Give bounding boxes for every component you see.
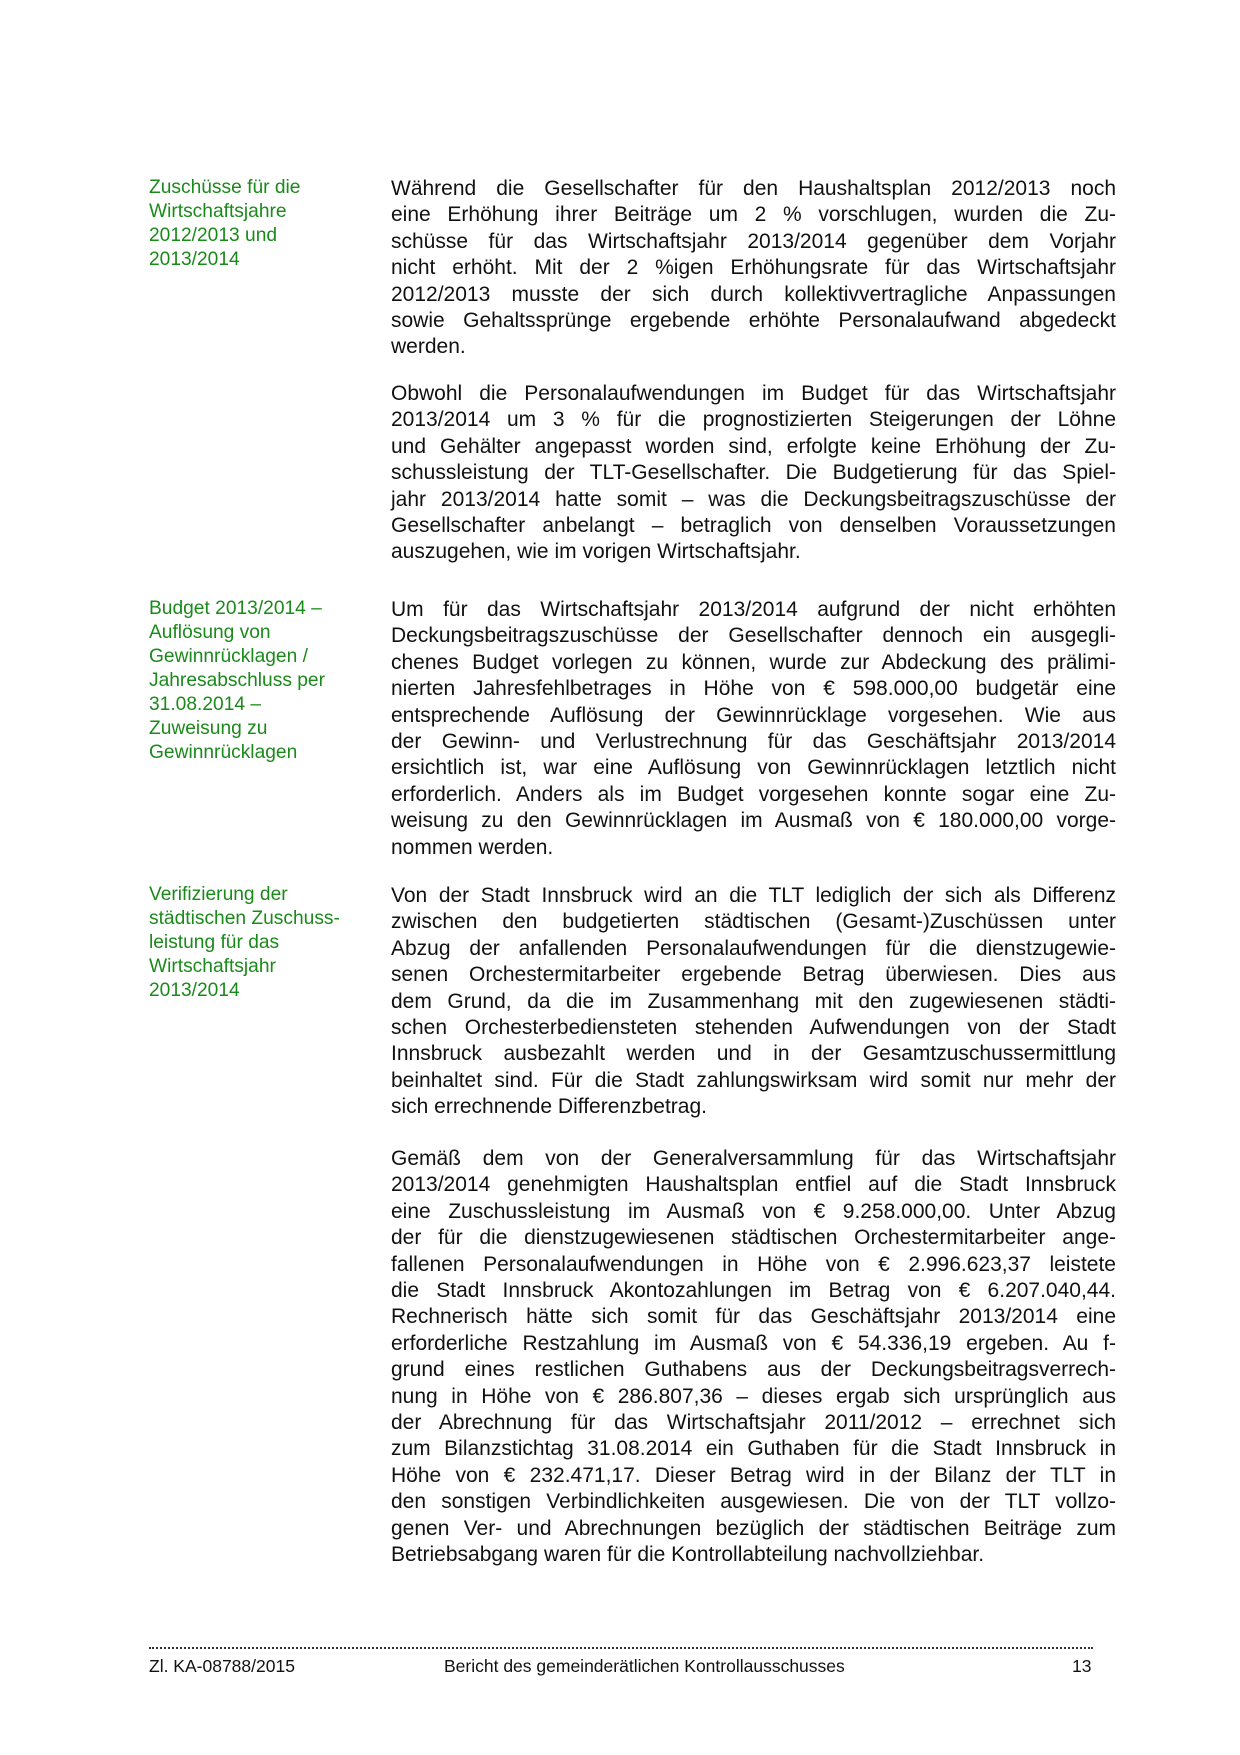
paragraph-line: beinhaltet sind. Für die Stadt zahlungswirksam wird somit nur mehr der	[391, 1068, 1116, 1092]
side-label-line: Gewinnrücklagen /	[149, 646, 308, 667]
paragraph-line: sich errechnende Differenzbetrag.	[391, 1095, 707, 1119]
paragraph-verifizierung-2	[391, 1146, 1116, 1569]
paragraph-line: schüsse für das Wirtschaftsjahr 2013/2014 gegenüber dem Vorjahr	[391, 229, 1116, 253]
side-label-line: städtischen Zuschuss-	[149, 908, 340, 929]
side-label-line: Wirtschaftsjahre	[149, 201, 287, 222]
side-label-line: Budget 2013/2014 –	[149, 598, 322, 619]
paragraph-line: Von der Stadt Innsbruck wird an die TLT lediglich der sich als Differenz	[391, 884, 1116, 907]
paragraph-line: fallenen Personalaufwendungen in Höhe von € 2.996.623,37 leistete	[391, 1252, 1116, 1276]
paragraph-line: der für die dienstzugewiesenen städtischen Orchestermitarbeiter ange-	[391, 1226, 1116, 1250]
side-label-line: Verifizierung der	[149, 884, 288, 905]
paragraph-line: erforderliche Restzahlung im Ausmaß von € 54.336,19 ergeben. Au f-	[391, 1331, 1116, 1355]
paragraph-line: der Gewinn- und Verlustrechnung für das Geschäftsjahr 2013/2014	[391, 730, 1116, 754]
paragraph-line: 2012/2013 musste der sich durch kollektivvertragliche Anpassungen	[391, 282, 1116, 306]
paragraph-line: Rechnerisch hätte sich somit für das Geschäftsjahr 2013/2014 eine	[391, 1305, 1116, 1329]
paragraph-verifizierung-1	[391, 883, 1116, 1121]
paragraph-line: den sonstigen Verbindlichkeiten ausgewiesen. Die von der TLT vollzo-	[391, 1490, 1116, 1514]
paragraph-line: Während die Gesellschafter für den Haushaltsplan 2012/2013 noch	[391, 177, 1116, 200]
paragraph-line: werden.	[391, 335, 466, 359]
paragraph-line: dem Grund, da die im Zusammenhang mit den zugewiesenen städti-	[391, 989, 1116, 1013]
footer-title: Bericht des gemeinderätlichen Kontrollausschusses	[444, 1656, 845, 1676]
side-label-line: Gewinnrücklagen	[149, 742, 298, 763]
side-label-line: Zuweisung zu	[149, 718, 268, 739]
paragraph-line: und Gehälter angepasst worden sind, erfolgte keine Erhöhung der Zu-	[391, 434, 1116, 458]
side-label-line: Auflösung von	[149, 622, 271, 643]
paragraph-line: zwischen den budgetierten städtischen (Gesamt-)Zuschüssen unter	[391, 910, 1116, 934]
paragraph-line: schen Orchesterbediensteten stehenden Aufwendungen von der Stadt	[391, 1016, 1116, 1040]
paragraph-line: der Abrechnung für das Wirtschaftsjahr 2011/2012 – errechnet sich	[391, 1411, 1116, 1435]
side-label-line: Zuschüsse für die	[149, 177, 301, 198]
paragraph-line: Um für das Wirtschaftsjahr 2013/2014 aufgrund der nicht erhöhten	[391, 598, 1116, 621]
side-label-line: 2012/2013 und	[149, 225, 278, 246]
paragraph-line: eine Erhöhung ihrer Beiträge um 2 % vorschlugen, wurden die Zu-	[391, 203, 1116, 227]
paragraph-zuschuesse-2	[391, 381, 1116, 566]
paragraph-line: nicht erhöht. Mit der 2 %igen Erhöhungsrate für das Wirtschaftsjahr	[391, 256, 1116, 280]
paragraph-line: auszugehen, wie im vorigen Wirtschaftsjahr.	[391, 540, 801, 564]
side-label-zuschuesse	[149, 176, 364, 272]
footer-reference: Zl. KA-08788/2015	[149, 1656, 295, 1676]
paragraph-line: Abzug der anfallenden Personalaufwendungen für die dienstzugewie-	[391, 936, 1116, 960]
side-label-line: Wirtschaftsjahr	[149, 956, 276, 977]
page-number: 13	[1072, 1656, 1092, 1676]
paragraph-line: Gesellschafter anbelangt – betraglich von denselben Voraussetzungen	[391, 514, 1116, 538]
paragraph-line: nierten Jahresfehlbetrages in Höhe von € 598.000,00 budgetär eine	[391, 677, 1116, 701]
paragraph-line: erforderlich. Anders als im Budget vorgesehen konnte sogar eine Zu-	[391, 782, 1116, 806]
paragraph-line: Obwohl die Personalaufwendungen im Budget für das Wirtschaftsjahr	[391, 382, 1116, 405]
paragraph-line: chenes Budget vorlegen zu können, wurde zur Abdeckung des prälimi-	[391, 650, 1116, 674]
paragraph-line: die Stadt Innsbruck Akontozahlungen im Betrag von € 6.207.040,44.	[391, 1279, 1116, 1303]
paragraph-line: Betriebsabgang waren für die Kontrollabteilung nachvollziehbar.	[391, 1543, 985, 1567]
paragraph-line: 2013/2014 genehmigten Haushaltsplan entfiel auf die Stadt Innsbruck	[391, 1173, 1116, 1197]
paragraph-budget	[391, 597, 1116, 861]
paragraph-line: Gemäß dem von der Generalversammlung für das Wirtschaftsjahr	[391, 1147, 1116, 1170]
paragraph-line: senen Orchestermitarbeiter ergebende Betrag überwiesen. Dies aus	[391, 963, 1116, 987]
side-label-line: 31.08.2014 –	[149, 694, 262, 715]
paragraph-zuschuesse-1	[391, 176, 1116, 361]
side-label-line: leistung für das	[149, 932, 280, 953]
side-label-budget	[149, 597, 364, 765]
side-label-line: 2013/2014	[149, 249, 240, 270]
side-label-line: 2013/2014	[149, 980, 240, 1001]
paragraph-line: Höhe von € 232.471,17. Dieser Betrag wird in der Bilanz der TLT in	[391, 1463, 1116, 1487]
paragraph-line: nung in Höhe von € 286.807,36 – dieses ergab sich ursprünglich aus	[391, 1384, 1116, 1408]
paragraph-line: weisung zu den Gewinnrücklagen im Ausmaß von € 180.000,00 vorge-	[391, 809, 1116, 833]
paragraph-line: 2013/2014 um 3 % für die prognostizierten Steigerungen der Löhne	[391, 408, 1116, 432]
paragraph-line: jahr 2013/2014 hatte somit – was die Deckungsbeitragszuschüsse der	[391, 487, 1116, 511]
paragraph-line: Deckungsbeitragszuschüsse der Gesellschafter dennoch ein ausgegli-	[391, 624, 1116, 648]
paragraph-line: zum Bilanzstichtag 31.08.2014 ein Guthaben für die Stadt Innsbruck in	[391, 1437, 1116, 1461]
paragraph-line: sowie Gehaltssprünge ergebende erhöhte Personalaufwand abgedeckt	[391, 309, 1116, 333]
footer-dotted-rule	[149, 1647, 1093, 1649]
paragraph-line: nommen werden.	[391, 835, 554, 859]
paragraph-line: Innsbruck ausbezahlt werden und in der Gesamtzuschussermittlung	[391, 1042, 1116, 1066]
paragraph-line: entsprechende Auflösung der Gewinnrücklage vorgesehen. Wie aus	[391, 703, 1116, 727]
paragraph-line: schussleistung der TLT-Gesellschafter. Die Budgetierung für das Spiel-	[391, 461, 1116, 485]
paragraph-line: eine Zuschussleistung im Ausmaß von € 9.258.000,00. Unter Abzug	[391, 1199, 1116, 1223]
side-label-line: Jahresabschluss per	[149, 670, 325, 691]
paragraph-line: genen Ver- und Abrechnungen bezüglich der städtischen Beiträge zum	[391, 1516, 1116, 1540]
paragraph-line: grund eines restlichen Guthabens aus der Deckungsbeitragsverrech-	[391, 1358, 1116, 1382]
side-label-verifizierung	[149, 883, 364, 1003]
paragraph-line: ersichtlich ist, war eine Auflösung von Gewinnrücklagen letztlich nicht	[391, 756, 1116, 780]
